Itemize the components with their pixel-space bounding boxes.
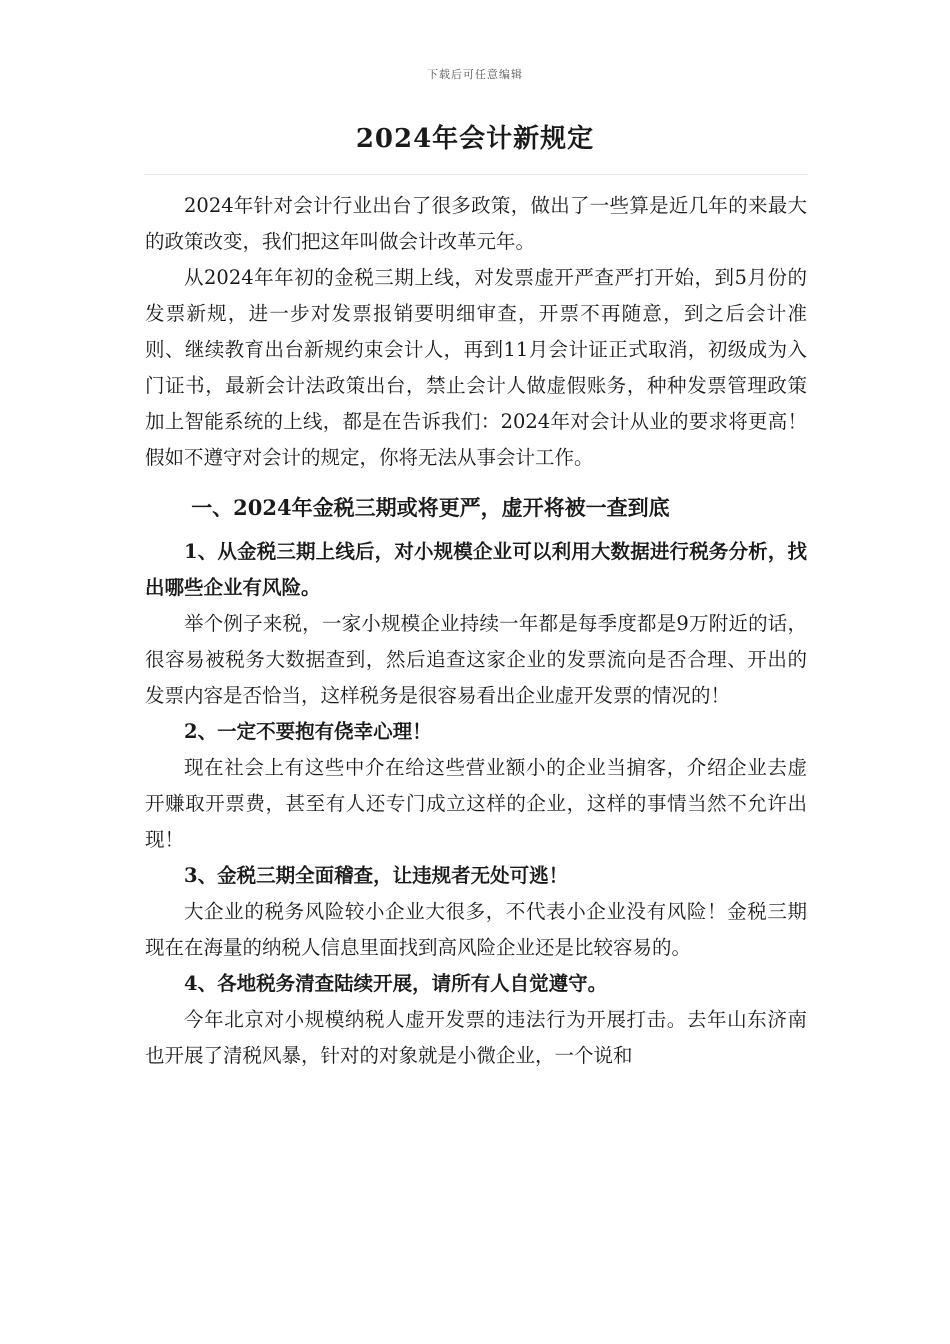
item-2-heading: 2、一定不要抱有侥幸心理！ [184,720,432,743]
item-1-heading: 1、从金税三期上线后，对小规模企业可以利用大数据进行税务分析，找出哪些企业有风险。 [145,540,807,599]
item-4-text: 今年北京对小规模纳税人虚开发票的违法行为开展打击。去年山东济南也开展了清税风暴，针对的对象就是小微企业，一个说和 [145,1008,807,1067]
item-1-text: 举个例子来税，一家小规模企业持续一年都是每季度都是9万附近的话，很容易被税务大数据查到，然后追查这家企业的发票流向是否合理、开出的发票内容是否恰当，这样税务是很容易看出企业虚开发票的情况的！ [145,612,807,707]
intro-paragraph-2: 从2024年年初的金税三期上线，对发票虚开严查严打开始，到5月份的发票新规，进一步对发票报销要明细审查，开票不再随意，到之后会计准则、继续教育出台新规约束会计人，再到11月会计证正式取消，初级成为入门证书，最新会计法政策出台，禁止会计人做虚假账务，种种发票管理政策加上智能系统的上线，都是在告诉我们：2024年对会计从业的要求将更高！假如不遵守对会计的规定，你将无法从事会计工作。 [145,266,807,469]
header-note: 下载后可任意编辑 [427,68,523,81]
title-divider [145,174,807,175]
item-3-heading: 3、金税三期全面稽查，让违规者无处可逃！ [184,864,569,887]
item-3-text: 大企业的税务风险较小企业大很多，不代表小企业没有风险！金税三期现在在海量的纳税人信息里面找到高风险企业还是比较容易的。 [145,900,807,959]
document-title: 2024年会计新规定 [355,124,595,154]
item-4-heading: 4、各地税务清查陆续开展，请所有人自觉遵守。 [184,972,608,995]
item-2-text: 现在社会上有这些中介在给这些营业额小的企业当掮客，介绍企业去虚开赚取开票费，甚至有人还专门成立这样的企业，这样的事情当然不允许出现！ [145,756,807,851]
document-body [145,188,807,1074]
intro-paragraph-1: 2024年针对会计行业出台了很多政策，做出了一些算是近几年的来最大的政策改变，我们把这年叫做会计改革元年。 [145,194,807,253]
section-heading-1: 一、2024年金税三期或将更严，虚开将被一查到底 [191,495,670,520]
